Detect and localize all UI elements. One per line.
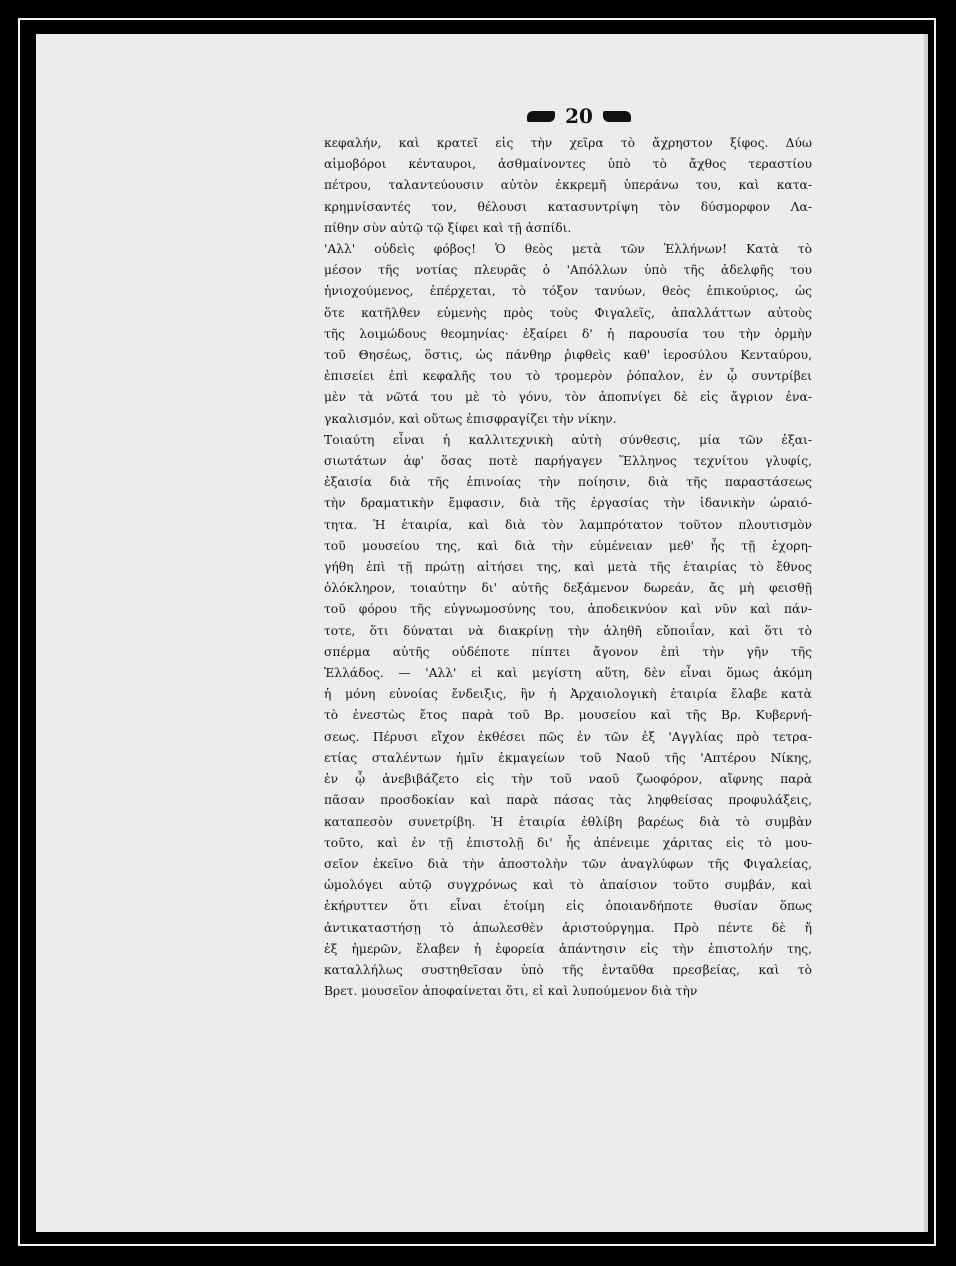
text-line: σεῖον ἐκεῖνο διὰ τὴν ἀποστολὴν τῶν ἀναγλύφων τῆς Φιγαλείας, (324, 856, 812, 871)
text-line: Βρετ. μουσεῖον ἀποφαίνεται ὅτι, εἰ καὶ λυπούμενον διὰ τὴν (324, 984, 698, 999)
text-line: καταλλήλως συστηθεῖσαν ὑπὸ τῆς ἐνταῦθα πρεσβείας, καὶ τὸ (324, 962, 812, 977)
text-line: τητα. Ἡ ἑταιρία, καὶ διὰ τὸν λαμπρότατον τοῦτον πλουτισμὸν (324, 517, 812, 532)
text-line: τοῦ μουσείου της, καὶ διὰ τὴν εὐμένειαν μεθ' ἧς τῇ ἐχορη- (324, 538, 812, 553)
text-line: κεφαλήν, καὶ κρατεῖ εἰς τὴν χεῖρα τὸ ἄχρηστον ξίφος. Δύω (324, 136, 812, 150)
text-line: τὴν δραματικὴν ἔμφασιν, διὰ τῆς ἐργασίας τὴν ἰδανικὴν ὡραιό- (324, 496, 812, 511)
text-line: ἡ μόνη εὐνοίας ἔνδειξις, ἣν ἡ Ἀρχαιολογικὴ ἑταιρία ἔλαβε κατὰ (324, 687, 812, 702)
text-line: σπέρμα αὐτῆς οὐδέποτε πίπτει ἄγονον ἐπὶ τὴν γῆν τῆς (324, 644, 812, 659)
text-line: ετίας σταλέντων ἡμῖν ἐκμαγείων τοῦ Ναοῦ τῆς 'Απτέρου Νίκης, (324, 750, 812, 765)
text-line: καταπεσὸν συνετρίβη. Ἡ ἑταιρία ἐθλίβη βαρέως διὰ τὸ συμβὰν (324, 814, 812, 829)
text-line: τὸ ἐνεστὼς ἔτος παρὰ τοῦ Βρ. μουσείου καὶ τῆς Βρ. Κυβερνή- (324, 708, 812, 723)
text-line: ἐξαισία διὰ τῆς ἐπινοίας τὴν ποίησιν, διὰ τῆς παραστάσεως (324, 475, 812, 490)
text-line: τοτε, ὅτι δύναται νὰ διακρίνῃ τὴν ἀληθῆ εὔποιΐαν, καὶ ὅτι τὸ (324, 623, 812, 638)
text-line: μὲν τὰ νῶτά του μὲ τὸ γόνυ, τὸν ἀποπνίγει δὲ εἰς ἄγριον ἐνα- (324, 390, 812, 405)
page-number: 20 (565, 104, 593, 128)
paragraph (324, 133, 812, 239)
text-line: πᾶσαν προσδοκίαν καὶ παρὰ πάσας τὰς ληφθείσας προφυλάξεις, (324, 793, 812, 808)
text-line: ἐκήρυττεν ὅτι εἶναι ἑτοίμη εἰς ὁποιανδήποτε θυσίαν ὅπως (324, 899, 812, 914)
text-line: τοῦ Θησέως, ὅστις, ὡς πάνθηρ ῥιφθεὶς καθ' ἱεροσύλου Κενταύρου, (324, 348, 812, 363)
page-edge (924, 34, 928, 1232)
text-line: Τοιαύτη εἶναι ἡ καλλιτεχνικὴ αὐτὴ σύνθεσις, μία τῶν ἐξαι- (324, 432, 812, 447)
paragraph (324, 239, 812, 430)
right-ornament-icon (603, 111, 631, 122)
page-header (504, 103, 654, 129)
text-line: ὁλόκληρον, τοιαύτην δι' αὐτῆς δεξάμενον δωρεάν, ἄς μὴ φεισθῇ (324, 581, 812, 596)
text-line: τοῦτο, καὶ ἐν τῇ ἐπιστολῇ δι' ἧς ἀπένειμε χάριτας εἰς τὸ μου- (324, 835, 812, 850)
text-line: τοῦ φόρου τῆς εὐγνωμοσύνης του, ἀποδεικνύον καὶ νῦν καὶ πάν- (324, 602, 812, 617)
text-line: πέτρου, ταλαντεύουσιν αὐτὸν ἐκκρεμῆ ὑπεράνω του, καὶ κατα- (324, 178, 812, 193)
text-line: Ἑλλάδος. — 'Αλλ' εἰ καὶ μεγίστη αὕτη, δὲν εἶναι ὅμως ἀκόμη (324, 666, 812, 681)
text-line: κρημνίσαντές τον, θέλουσι κατασυντρίψη τὸν δύσμορφον Λα- (324, 199, 812, 214)
text-line: σιωτάτων ἀφ' ὅσας ποτὲ παρήγαγεν Ἕλληνος τεχνίτου γλυφίς, (324, 454, 812, 469)
text-line: πίθην σὺν αὐτῷ τῷ ξίφει καὶ τῇ ἀσπίδι. (324, 220, 572, 235)
text-column (324, 133, 812, 1002)
text-line: ἐπισείει ἐπὶ κεφαλῆς του τὸ τρομερὸν ῥόπαλον, ἐν ᾧ συντρίβει (324, 369, 812, 384)
paragraph (324, 430, 812, 1002)
text-line: ἐν ᾧ ἀνεβιβάζετο εἰς τὴν τοῦ ναοῦ ζωοφόρον, αἴφνης παρὰ (324, 772, 812, 787)
text-line: ὡμολόγει αὐτῷ συγχρόνως καὶ τὸ ἀπαίσιον τοῦτο συμβάν, καὶ (324, 878, 812, 893)
text-line: ἡνιοχούμενος, ἐπέρχεται, τὸ τόξον τανύων, θεὸς ἐπικούριος, ὡς (324, 284, 812, 299)
text-line: 'Αλλ' οὐδεὶς φόβος! Ὁ θεὸς μετὰ τῶν Ἑλλήνων! Κατὰ τὸ (324, 242, 812, 257)
text-line: μέσον τῆς νοτίας πλευρᾶς ὁ 'Απόλλων ὑπὸ τῆς ἀδελφῆς του (324, 263, 812, 278)
text-line: ἐξ ἡμερῶν, ἔλαβεν ἡ ἐφορεία ἀπάντησιν εἰς τὴν ἐπιστολήν της, (324, 941, 812, 956)
text-line: γήθη ἐπὶ τῇ πρώτῃ αἰτήσει της, καὶ μετὰ τῆς ἑταιρίας τὸ ἔθνος (324, 560, 812, 575)
text-line: γκαλισμόν, καὶ οὕτως ἐπισφραγίζει τὴν νίκην. (324, 411, 617, 426)
text-line: ὅτε κατῆλθεν εὐμενὴς πρὸς τοὺς Φιγαλεῖς, ἀπαλλάττων αὐτοὺς (324, 305, 812, 320)
text-line: σεως. Πέρυσι εἴχον ἐκθέσει πῶς ἐν τῶν ἐξ 'Αγγλίας πρὸ τετρα- (324, 729, 812, 744)
text-line: ἀντικαταστήσῃ τὸ ἀπωλεσθὲν ἀριστούργημα. Πρὸ πέντε δὲ ἤ (324, 920, 812, 935)
text-line: τῆς λοιμώδους θεομηνίας· ἐξαίρει δ' ἡ παρουσία του τὴν ὁρμὴν (324, 326, 812, 341)
text-line: αἱμοβόροι κένταυροι, ἀσθμαίνοντες ὑπὸ τὸ ἄχθος τεραστίου (324, 157, 812, 172)
left-ornament-icon (527, 111, 555, 122)
